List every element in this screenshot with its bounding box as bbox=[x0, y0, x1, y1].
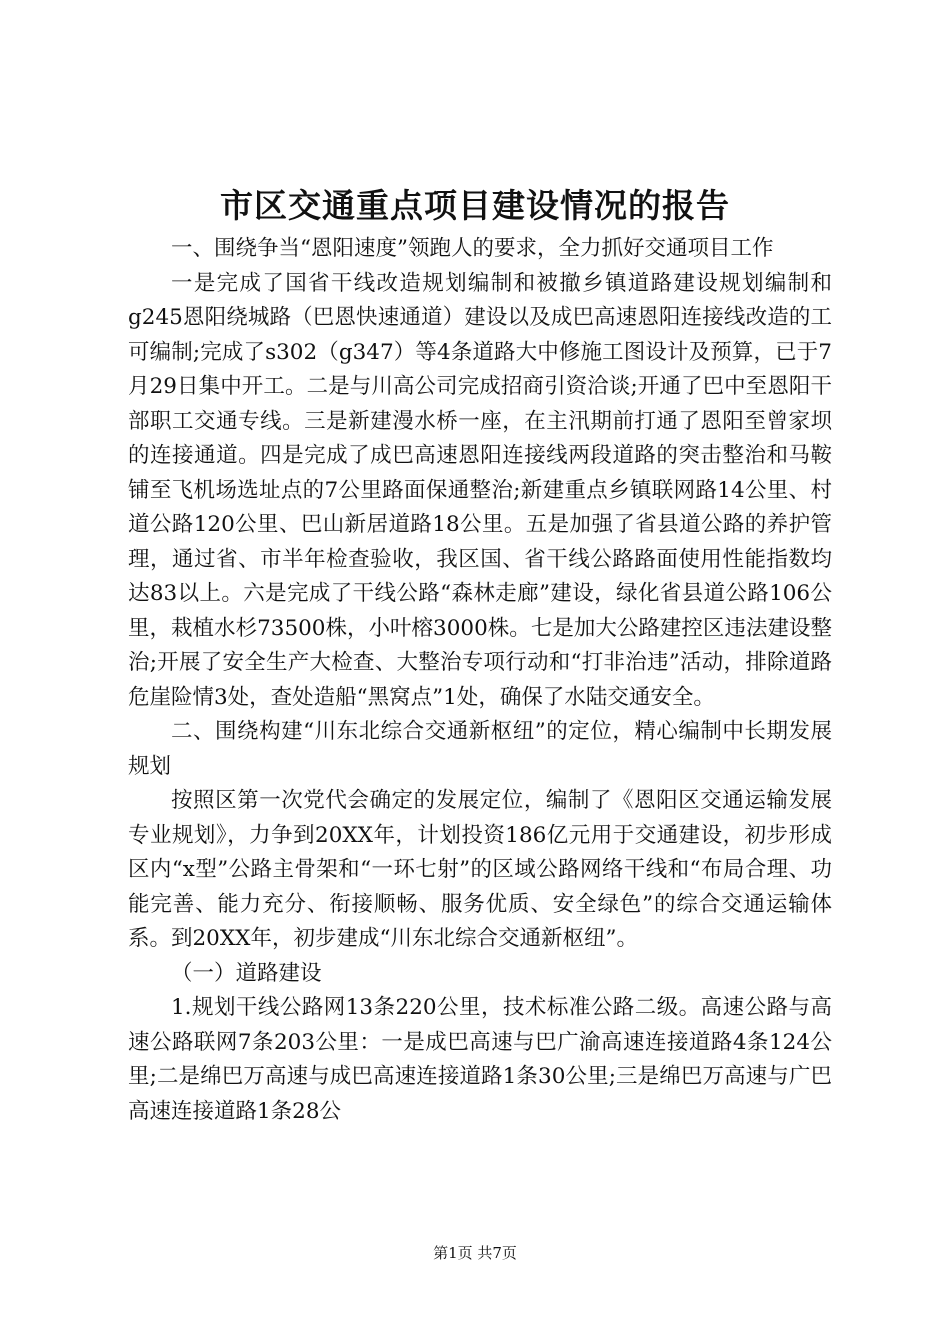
page-footer: 第1页 共7页 bbox=[433, 1244, 517, 1262]
section-heading-1: 一、围绕争当“恩阳速度”领跑人的要求，全力抓好交通项目工作 bbox=[171, 236, 774, 261]
document-body bbox=[128, 232, 832, 1129]
subsection-heading-1: （一）道路建设 bbox=[171, 960, 322, 986]
body-paragraph-1: 一是完成了国省干线改造规划编制和被撤乡镇道路建设规划编制和g245恩阳绕城路（巴恩快速通道）建设以及成巴高速恩阳连接线改造的工可编制;完成了s302（g347）等4条道路大中修施工图设计及预算，已于7月29日集中开工。二是与川高公司完成招商引资洽谈;开通了巴中至恩阳干部职工交通专线。三是新建漫水桥一座，在主汛期前打通了恩阳至曾家坝的连接通道。四是完成了成巴高速恩阳连接线两段道路的突击整治和马鞍铺至飞机场选址点的7公里路面保通整治;新建重点乡镇联网路14公里、村道公路120公里、巴山新居道路18公里。五是加强了省县道公路的养护管理，通过省、市半年检查验收，我区国、省干线公路路面使用性能指数均达83以上。六是完成了干线公路“森林走廊”建设，绿化省县道公路106公里，栽植水杉73500株，小叶榕3000株。七是加大公路建控区违法建设整治;开展了安全生产大检查、大整治专项行动和“打非治违”活动，排除道路危崖险情3处，查处造船“黑窝点”1处，确保了水陆交通安全。 bbox=[128, 270, 832, 710]
document-title: 市区交通重点项目建设情况的报告 bbox=[220, 186, 730, 225]
body-paragraph-3: 1.规划干线公路网13条220公里，技术标准公路二级。高速公路与高速公路联网7条203公里：一是成巴高速与巴广渝高速连接道路4条124公里;二是绵巴万高速与成巴高速连接道路1条30公里;三是绵巴万高速与广巴高速连接道路1条28公 bbox=[128, 995, 832, 1124]
body-paragraph-2: 按照区第一次党代会确定的发展定位，编制了《恩阳区交通运输发展专业规划》，力争到20XX年，计划投资186亿元用于交通建设，初步形成区内“x型”公路主骨架和“一环七射”的区域公路网络干线和“布局合理、功能完善、能力充分、衔接顺畅、服务优质、安全绿色”的综合交通运输体系。到20XX年，初步建成“川东北综合交通新枢纽”。 bbox=[128, 788, 832, 951]
section-heading-2: 二、围绕构建“川东北综合交通新枢纽”的定位，精心编制中长期发展规划 bbox=[128, 719, 832, 779]
